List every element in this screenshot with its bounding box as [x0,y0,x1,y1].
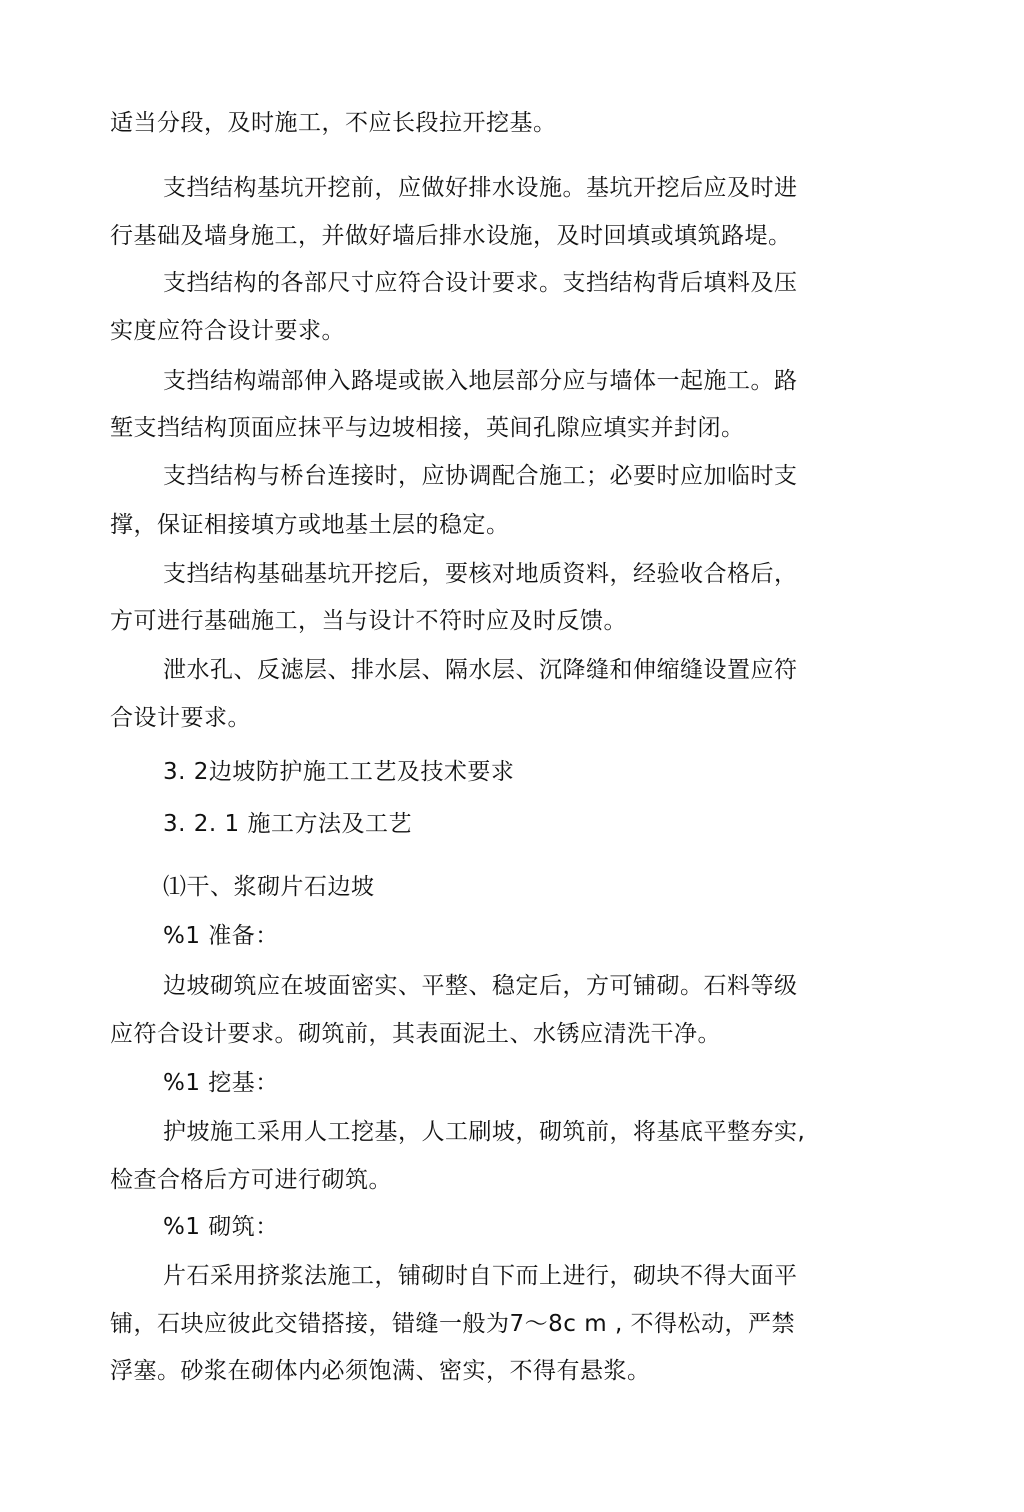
text-line: 撑，保证相接填方或地基土层的稳定。 [110,512,510,538]
text-line: 铺，石块应彼此交错搭接，错缝一般为7～8c m , 不得松动，严禁 [110,1311,796,1337]
text-line: 适当分段，及时施工，不应长段拉开挖基。 [110,110,557,136]
subsection-heading: 3. 2. 1 施工方法及工艺 [163,811,412,837]
step-heading: %1 挖基： [163,1070,279,1096]
section-heading: 3. 2边坡防护施工工艺及技术要求 [163,759,515,785]
text-line: 合设计要求。 [110,705,251,731]
item-heading: ⑴干、浆砌片石边坡 [163,874,375,900]
text-line: 浮塞。砂浆在砌体内必须饱满、密实，不得有悬浆。 [110,1358,651,1384]
text-line: 方可进行基础施工，当与设计不符时应及时反馈。 [110,608,627,634]
text-line: 支挡结构的各部尺寸应符合设计要求。支挡结构背后填料及压 [163,270,798,296]
text-line: 堑支挡结构顶面应抹平与边坡相接，英间孔隙应填实并封闭。 [110,415,745,441]
text-line: 边坡砌筑应在坡面密实、平整、稳定后，方可铺砌。石料等级 [163,973,798,999]
text-line: 支挡结构基坑开挖前，应做好排水设施。基坑开挖后应及时进 [163,175,798,201]
text-line: 支挡结构与桥台连接时，应协调配合施工；必要时应加临时支 [163,463,798,489]
text-line: 护坡施工采用人工挖基，人工刷坡，砌筑前，将基底平整夯实, [163,1119,806,1145]
text-line: 支挡结构端部伸入路堤或嵌入地层部分应与墙体一起施工。路 [163,368,798,394]
text-line: 支挡结构基础基坑开挖后，要核对地质资料，经验收合格后， [163,561,798,587]
text-line: 行基础及墙身施工，并做好墙后排水设施，及时回填或填筑路堤。 [110,223,792,249]
text-line: 片石采用挤浆法施工，铺砌时自下而上进行，砌块不得大面平 [163,1263,798,1289]
step-heading: %1 准备： [163,923,279,949]
step-heading: %1 砌筑： [163,1214,279,1240]
text-line: 检查合格后方可进行砌筑。 [110,1167,392,1193]
text-line: 实度应符合设计要求。 [110,318,345,344]
text-line: 应符合设计要求。砌筑前，其表面泥土、水锈应清洗干净。 [110,1021,721,1047]
text-line: 泄水孔、反滤层、排水层、隔水层、沉降缝和伸缩缝设置应符 [163,657,798,683]
